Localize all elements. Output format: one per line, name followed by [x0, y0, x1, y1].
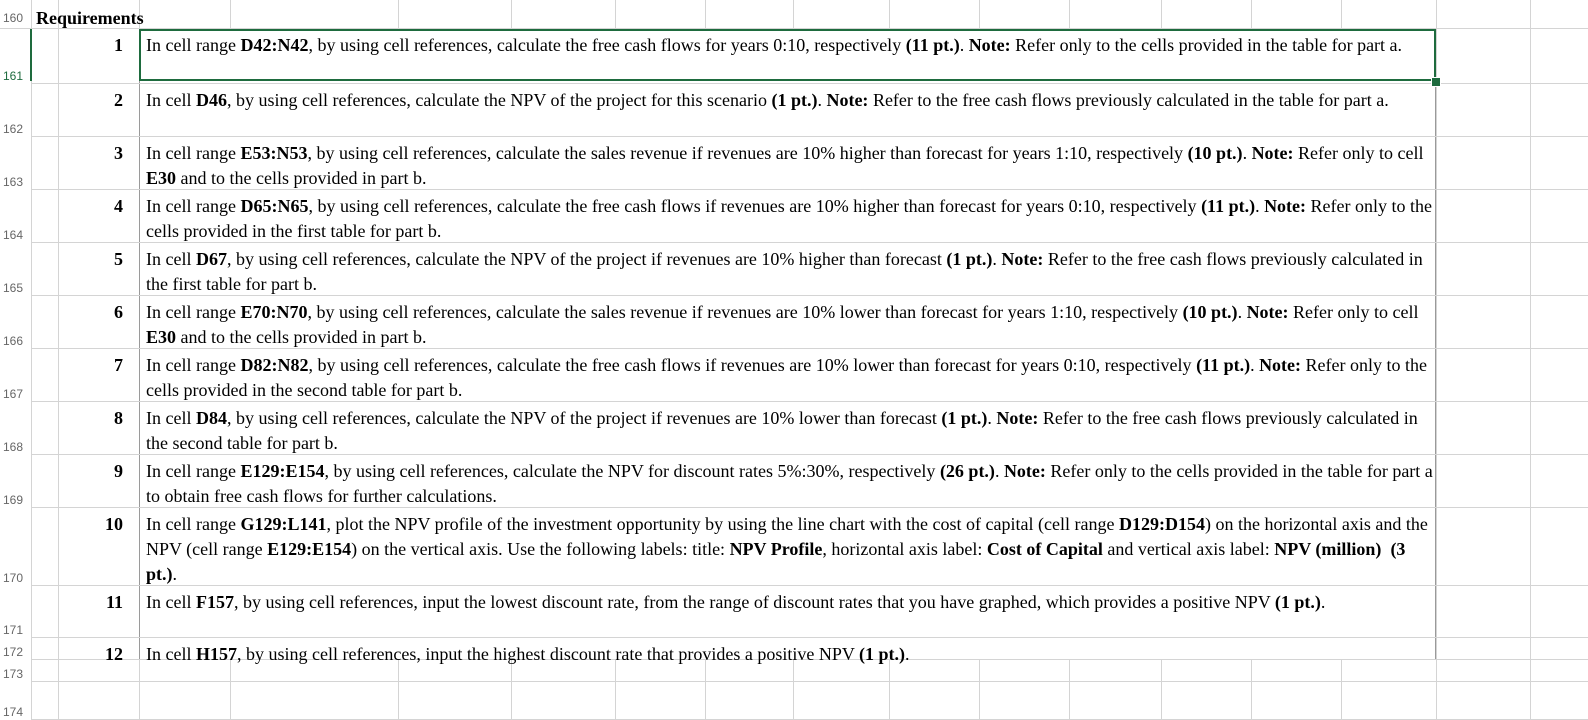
- requirement-text: In cell H157, by using cell references, input the highest discount rate that provides a positive NPV (1 pt.).: [146, 644, 910, 664]
- column-gridline: [31, 0, 32, 720]
- requirement-number: 4: [114, 196, 123, 216]
- requirement-number: 8: [114, 408, 123, 428]
- requirement-text: In cell range E129:E154, by using cell references, calculate the NPV for discount rates 5%:30%, respectively (26 pt.). Note: Refer only to the cells provided in the table for part a to obtain free cash flows for further calculations.: [146, 461, 1433, 506]
- requirement-number: 7: [114, 355, 123, 375]
- row-header[interactable]: 162: [0, 121, 31, 137]
- requirement-text: In cell range G129:L141, plot the NPV profile of the investment opportunity by using the line chart with the cost of capital (cell range D129:D154) on the horizontal axis and the NPV (cell range E129:E154) on the vertical axis. Use the following labels: title: NPV Profile, horizontal axis label: Cost of Capital and vertical axis label: NPV (million) (3 pt.).: [146, 514, 1428, 584]
- requirement-text: In cell D46, by using cell references, calculate the NPV of the project for this scenario (1 pt.). Note: Refer to the free cash flows previously calculated in the table for part a.: [146, 90, 1389, 110]
- requirements-heading[interactable]: Requirements: [36, 8, 144, 28]
- requirement-text: In cell range D82:N82, by using cell references, calculate the free cash flows if revenues are 10% lower than forecast for years 0:10, respectively (11 pt.). Note: Refer only to the cells provided in the second table for part b.: [146, 355, 1428, 400]
- row-header[interactable]: 168: [0, 439, 31, 455]
- row-header[interactable]: 161: [0, 68, 31, 84]
- row-header[interactable]: 165: [0, 280, 31, 296]
- row-header[interactable]: 172: [0, 644, 31, 660]
- row-header[interactable]: 174: [0, 704, 31, 720]
- requirement-number: 1: [114, 35, 123, 55]
- row-header[interactable]: 169: [0, 492, 31, 508]
- selected-cell-outline: [139, 29, 1436, 81]
- requirement-number: 2: [114, 90, 123, 110]
- row-header[interactable]: 173: [0, 666, 31, 682]
- row-header[interactable]: 164: [0, 227, 31, 243]
- active-row-indicator: [30, 29, 32, 81]
- requirement-text: In cell range E53:N53, by using cell references, calculate the sales revenue if revenues are 10% higher than forecast for years 1:10, respectively (10 pt.). Note: Refer only to cell E30 and to the cells provided in part b.: [146, 143, 1424, 188]
- requirement-number: 11: [105, 592, 123, 612]
- row-header[interactable]: 170: [0, 570, 31, 586]
- column-gridline: [1530, 0, 1531, 720]
- row-gridline: [0, 681, 1588, 682]
- requirement-text: In cell D84, by using cell references, calculate the NPV of the project if revenues are 10% lower than forecast (1 pt.). Note: Refer to the free cash flows previously calculated in the second table for part b.: [146, 408, 1418, 453]
- row-header[interactable]: 163: [0, 174, 31, 190]
- requirement-text: In cell F157, by using cell references, input the lowest discount rate, from the range of discount rates that you have graphed, which provides a positive NPV (1 pt.).: [146, 592, 1326, 612]
- requirement-number: 5: [114, 249, 123, 269]
- row-header[interactable]: 167: [0, 386, 31, 402]
- fill-handle[interactable]: [1431, 77, 1441, 87]
- requirement-number: 10: [105, 514, 123, 534]
- requirement-number: 9: [114, 461, 123, 481]
- requirement-number: 3: [114, 143, 123, 163]
- row-header[interactable]: 160: [0, 10, 31, 26]
- requirement-text: In cell D67, by using cell references, calculate the NPV of the project if revenues are 10% higher than forecast (1 pt.). Note: Refer to the free cash flows previously calculated in the first table for part b.: [146, 249, 1423, 294]
- row-header[interactable]: 171: [0, 622, 31, 638]
- row-header[interactable]: 166: [0, 333, 31, 349]
- requirement-text: In cell range D42:N42, by using cell references, calculate the free cash flows for years 0:10, respectively (11 pt.). Note: Refer only to the cells provided in the table for part a.: [146, 35, 1403, 55]
- requirement-text: In cell range D65:N65, by using cell references, calculate the free cash flows if revenues are 10% higher than forecast for years 0:10, respectively (11 pt.). Note: Refer only to the cells provided in the first table for part b.: [146, 196, 1433, 241]
- requirement-number: 6: [114, 302, 123, 322]
- requirement-number: 12: [105, 644, 123, 664]
- requirement-text: In cell range E70:N70, by using cell references, calculate the sales revenue if revenues are 10% lower than forecast for years 1:10, respectively (10 pt.). Note: Refer only to cell E30 and to the cells provided in part b.: [146, 302, 1419, 347]
